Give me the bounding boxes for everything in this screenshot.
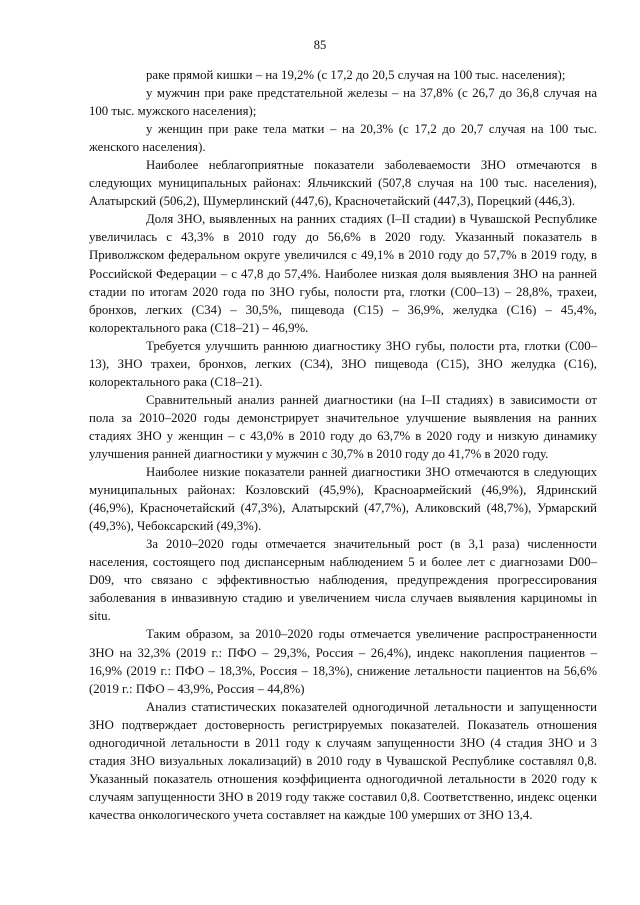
paragraph-summary: Таким образом, за 2010–2020 годы отмечается увеличение распространенности ЗНО на 32,3% (2019 г.: ПФО – 29,3%, Россия – 26,4%), индекс накопления пациентов – 16,9% (2019 г.: ПФО – 18,3%, Россия – 18,3%), снижение летальности пациентов на 56,6% (2019 г.: ПФО – 43,9%, Россия – 44,8%): [89, 627, 597, 696]
paragraph-early-stage-share: Доля ЗНО, выявленных на ранних стадиях (I–II стадии) в Чувашской Республике увеличилась с 43,3% в 2010 году до 56,6% в 2020 году. Указанный показатель в Приволжском федеральном округе увеличился с 49,1% в 2010 году до 57,7% в 2019 году, в Российской Федерации – с 47,8 до 57,4%. Наиболее низкая доля выявления ЗНО на ранней стадии по итогам 2020 года по ЗНО губы, полости рта, глотки (С00–13) – 28,8%, трахеи, бронхов, легких (С34) – 30,5%, пищевода (С15) – 36,9%, желудка (С16) – 45,4%, колоректального рака (С18–21) – 46,9%.: [89, 212, 597, 335]
paragraph-rectal-cancer: раке прямой кишки – на 19,2% (с 17,2 до 20,5 случая на 100 тыс. населения);: [146, 68, 566, 82]
page-body: [89, 66, 597, 824]
paragraph-uterine-cancer: у женщин при раке тела матки – на 20,3% (с 17,2 до 20,7 случая на 100 тыс. женского населения).: [89, 122, 597, 155]
paragraph-low-early-diagnostics-districts: Наиболее низкие показатели ранней диагностики ЗНО отмечаются в следующих муниципальных районах: Козловский (45,9%), Красноармейский (46,9%), Ядринский (46,9%), Красночетайский (47,3%), Алатырский (47,7%), Аликовский (48,7%), Урмарский (49,3%), Чебоксарский (49,3%).: [89, 465, 597, 534]
paragraph-gender-comparison: Сравнительный анализ ранней диагностики (на I–II стадиях) в зависимости от пола за 2010–2020 годы демонстрирует значительное улучшение выявления на ранних стадиях ЗНО у женщин – с 43,0% в 2010 году до 63,7% в 2020 году и низкую динамику улучшения ранней диагностики у мужчин с 30,7% в 2010 году до 41,7% в 2020 году.: [89, 392, 597, 461]
paragraph-dispensary-growth: За 2010–2020 годы отмечается значительный рост (в 3,1 раза) численности населения, состоящего под диспансерным наблюдением 5 и более лет с диагнозами D00–D09, что связано с эффективностью наблюдения, предупреждения прогрессирования заболевания в инвазивную стадию и увеличением числа случаев выявления карциномы in situ.: [89, 537, 597, 624]
paragraph-improve-diagnostics: Требуется улучшить раннюю диагностику ЗНО губы, полости рта, глотки (С00–13), ЗНО трахеи, бронхов, легких (С34), ЗНО пищевода (С15), ЗНО желудка (С16), колоректального рака (С18–21).: [89, 338, 597, 389]
paragraph-prostate-cancer: у мужчин при раке предстательной железы – на 37,8% (с 26,7 до 36,8 случая на 100 тыс. мужского населения);: [89, 86, 597, 119]
page-number: 85: [313, 38, 327, 52]
paragraph-lethality-analysis: Анализ статистических показателей одногодичной летальности и запущенности ЗНО подтверждает достоверность регистрируемых показателей. Показатель отношения одногодичной летальности в 2011 году к случаям запущенности ЗНО (4 стадия ЗНО и 3 стадия ЗНО визуальных локализаций) в 2010 году в Чувашской Республике составлял 0,8. Указанный показатель отношения коэффициента одногодичной летальности в 2020 году к случаям запущенности ЗНО в 2019 году также составил 0,8. Соответственно, индекс оценки качества онкологического учета составляет на каждые 100 умерших от ЗНО 13,4.: [89, 699, 597, 822]
paragraph-unfavorable-districts: Наиболее неблагоприятные показатели заболеваемости ЗНО отмечаются в следующих муниципальных районах: Яльчикский (507,8 случая на 100 тыс. населения), Алатырский (506,2), Шумерлинский (447,6), Красночетайский (447,3), Порецкий (446,3).: [89, 158, 597, 209]
